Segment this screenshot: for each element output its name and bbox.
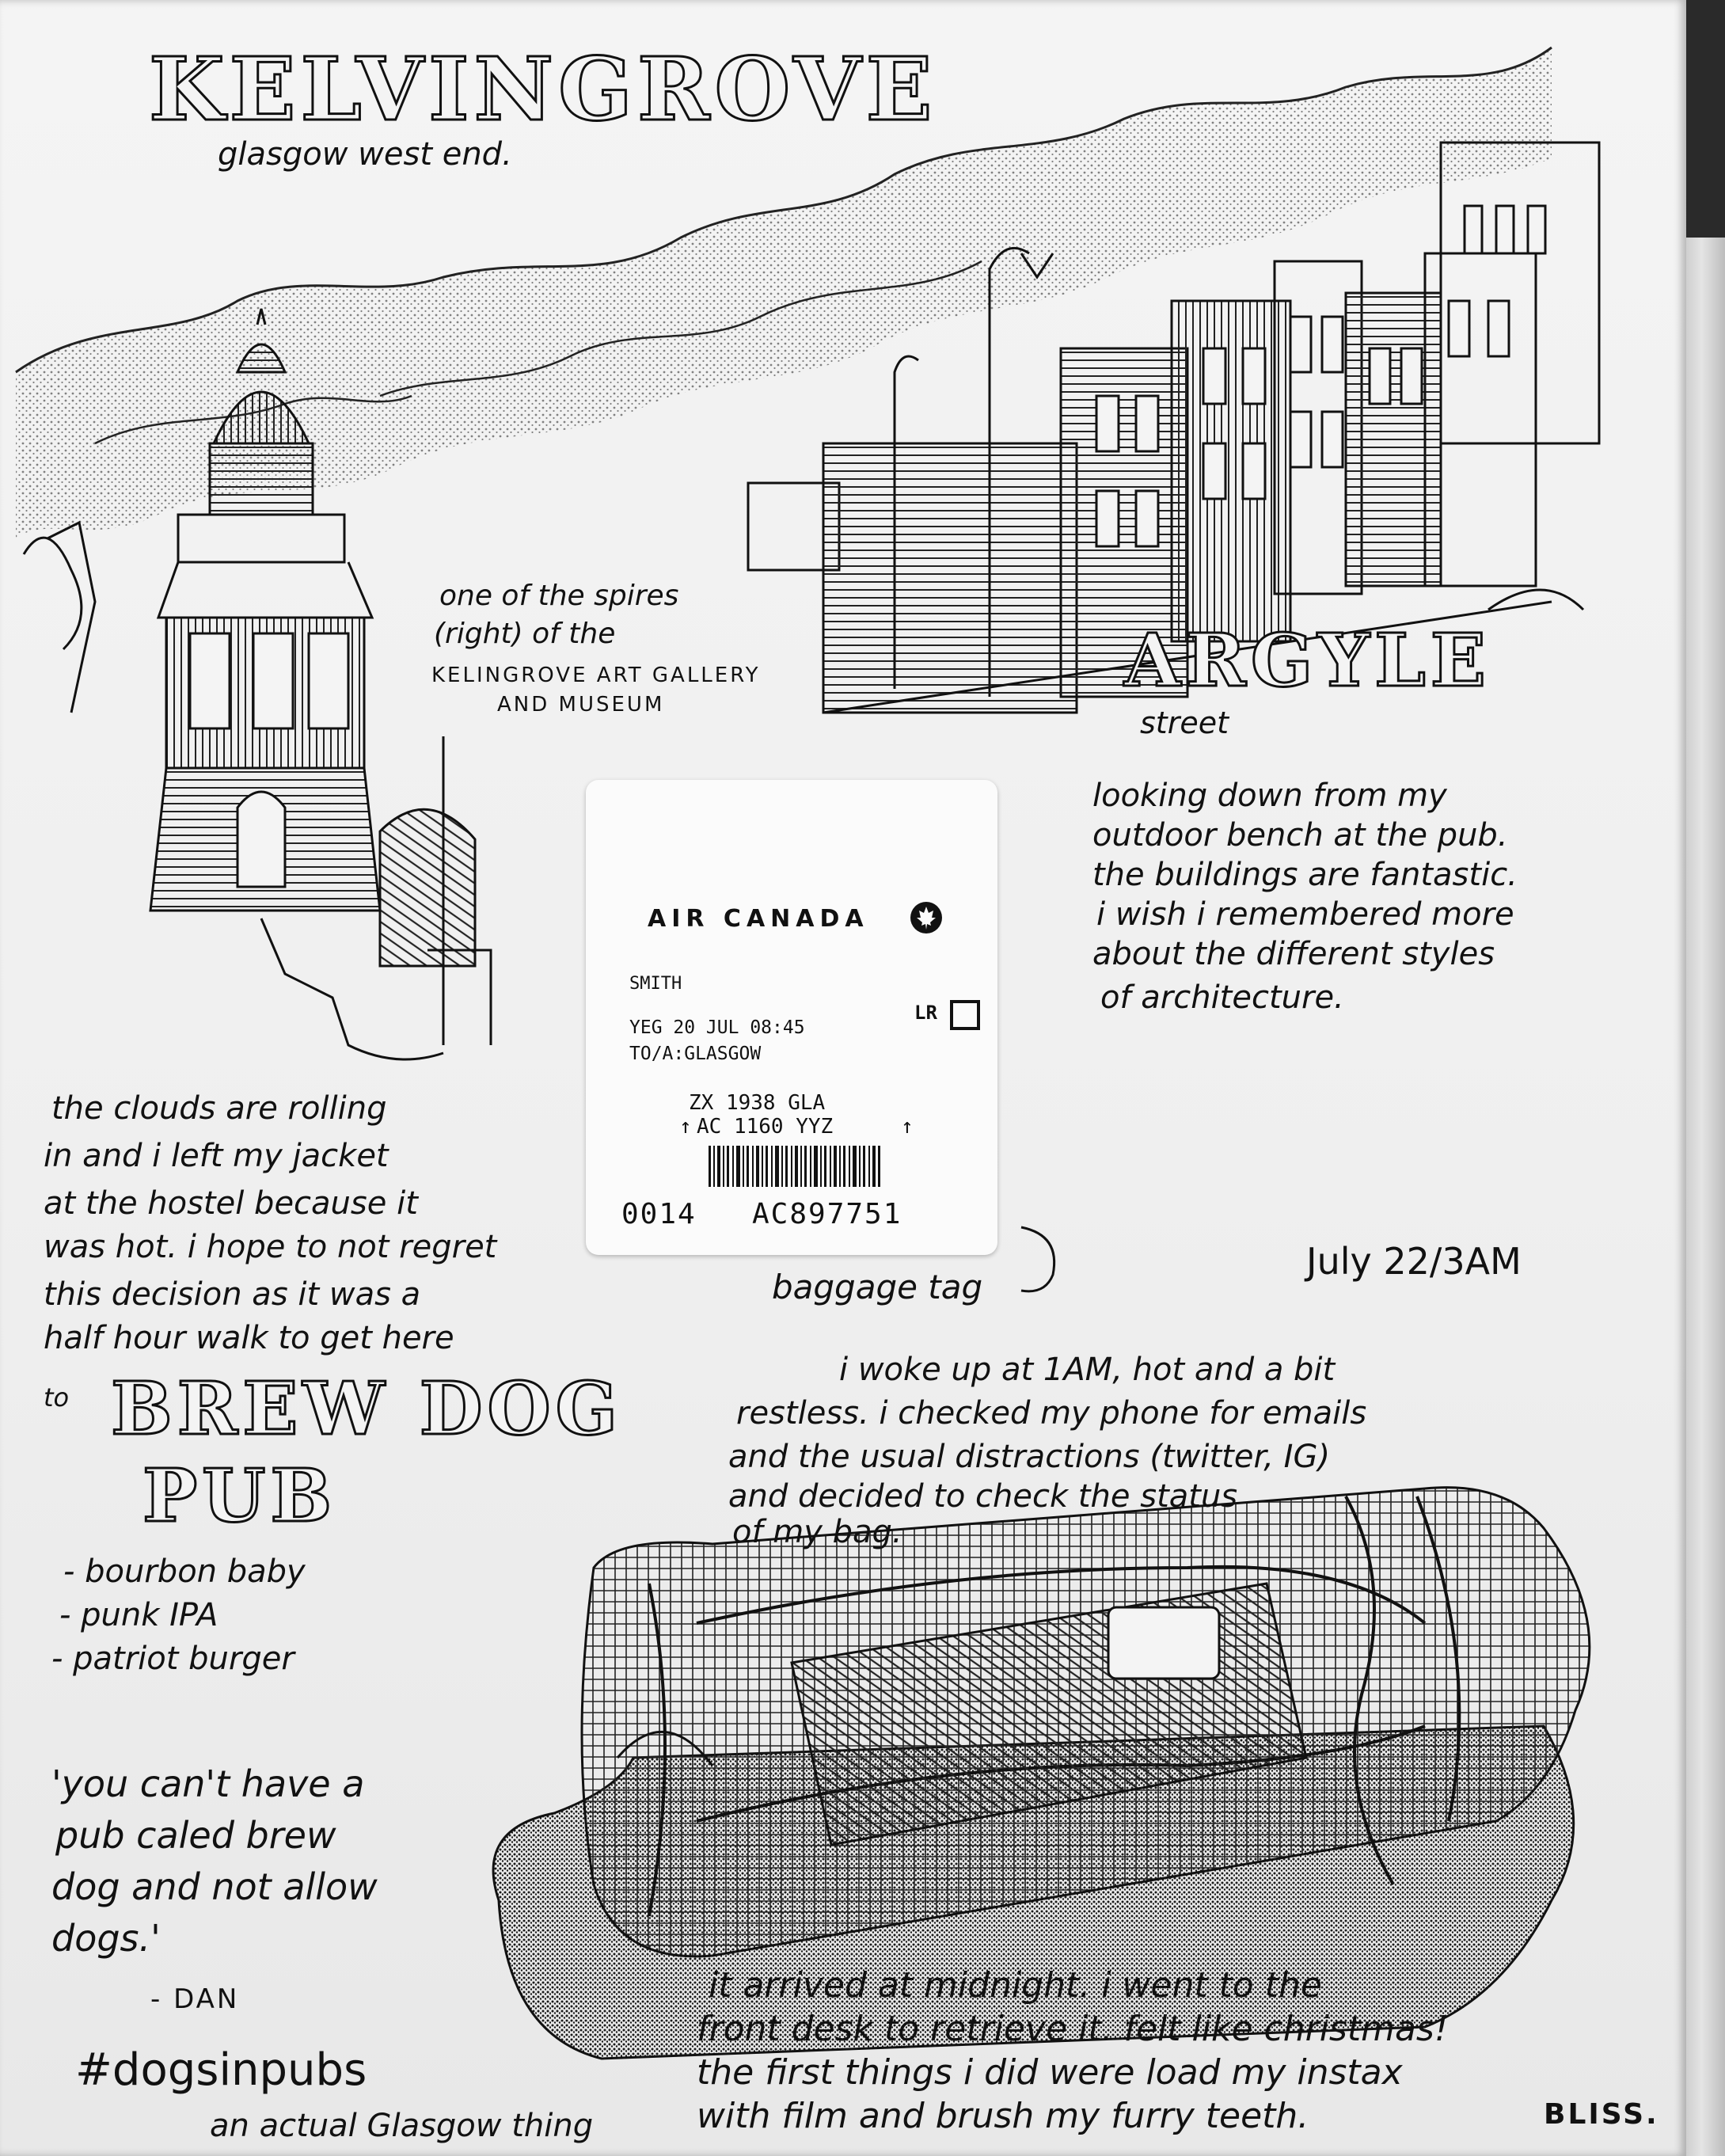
quote-line: dog and not allow bbox=[51, 1865, 378, 1908]
clouds-note-to: to bbox=[44, 1382, 70, 1413]
destination: TO/A:GLASGOW bbox=[629, 1044, 762, 1064]
tag-prefix: 0014 bbox=[621, 1198, 697, 1230]
clouds-note-line: this decision as it was a bbox=[44, 1276, 421, 1313]
route-arrow-left-icon: ↑ bbox=[679, 1115, 692, 1139]
airline-name: AIR CANADA bbox=[648, 905, 869, 933]
argyle-subtitle: street bbox=[1140, 705, 1229, 740]
barcode-graphic bbox=[709, 1146, 883, 1187]
night-note-line: restless. i checked my phone for emails bbox=[736, 1395, 1367, 1432]
argyle-note-line: looking down from my bbox=[1092, 778, 1447, 814]
argyle-title: ARGYLE bbox=[1124, 618, 1491, 703]
argyle-note-line: the buildings are fantastic. bbox=[1092, 857, 1518, 893]
kelvingrove-title: KELVINGROVE bbox=[149, 38, 937, 140]
clouds-note-line: in and i left my jacket bbox=[44, 1138, 389, 1174]
night-note-line: and the usual distractions (twitter, IG) bbox=[728, 1439, 1331, 1475]
quote-line: pub caled brew bbox=[55, 1814, 336, 1857]
maple-leaf-icon bbox=[909, 900, 944, 935]
baggage-tag-caption: baggage tag bbox=[772, 1268, 983, 1306]
clouds-note-line: half hour walk to get here bbox=[44, 1320, 454, 1356]
pub-menu-item: - bourbon baby bbox=[63, 1553, 306, 1590]
clouds-note-line: was hot. i hope to not regret bbox=[44, 1229, 497, 1265]
pub-menu-item: - punk IPA bbox=[59, 1597, 218, 1633]
quote-author: - DAN bbox=[150, 1983, 240, 2015]
argyle-note-line: outdoor bench at the pub. bbox=[1092, 817, 1508, 854]
argyle-note-line: i wish i remembered more bbox=[1096, 896, 1514, 933]
night-note-line: and decided to check the status bbox=[728, 1478, 1238, 1515]
tag-number: AC897751 bbox=[752, 1198, 902, 1230]
night-note-line: of my bag. bbox=[732, 1514, 902, 1550]
clouds-note-line: at the hostel because it bbox=[44, 1185, 418, 1222]
clouds-note-line: the clouds are rolling bbox=[51, 1090, 387, 1127]
entry-date: July 22/3AM bbox=[1306, 1240, 1522, 1283]
baggage-tag bbox=[586, 780, 997, 1255]
arrow-icon bbox=[1021, 1227, 1054, 1291]
flight-line: YEG 20 JUL 08:45 bbox=[629, 1017, 805, 1038]
pub-title-line2: PUB bbox=[142, 1453, 337, 1538]
spire-caption-line1: one of the spires bbox=[439, 580, 679, 612]
passenger-name: SMITH bbox=[629, 974, 682, 994]
spire-caption-line4: AND MUSEUM bbox=[497, 693, 665, 717]
argyle-note-line: of architecture. bbox=[1100, 979, 1344, 1016]
lr-code: LR bbox=[914, 1002, 937, 1024]
route-line1: ZX 1938 GLA bbox=[689, 1091, 826, 1115]
argyle-note-line: about the different styles bbox=[1092, 936, 1495, 972]
route-line2: AC 1160 YYZ bbox=[697, 1115, 834, 1139]
arrival-note-line: the first things i did were load my instax bbox=[697, 2052, 1403, 2093]
spire-caption-line2: (right) of the bbox=[434, 618, 616, 650]
hashtag-text: #dogsinpubs bbox=[75, 2044, 367, 2096]
quote-line: dogs.' bbox=[51, 1917, 161, 1960]
kelvingrove-subtitle: glasgow west end. bbox=[218, 136, 512, 173]
lr-checkbox bbox=[950, 1000, 980, 1030]
route-arrow-right-icon: ↑ bbox=[901, 1115, 914, 1139]
night-note-line: i woke up at 1AM, hot and a bit bbox=[839, 1352, 1336, 1388]
arrival-note-line: front desk to retrieve it. felt like christmas! bbox=[697, 2009, 1449, 2049]
pub-title-line1: BREW DOG bbox=[111, 1366, 623, 1451]
arrival-note-line: with film and brush my furry teeth. bbox=[697, 2096, 1309, 2136]
quote-line: 'you can't have a bbox=[51, 1762, 365, 1805]
arrival-note-bliss: BLISS. bbox=[1544, 2098, 1659, 2131]
arrival-note-line: it arrived at midnight. i went to the bbox=[709, 1965, 1322, 2006]
spire-caption-line3: KELINGROVE ART GALLERY bbox=[431, 664, 761, 687]
pub-menu-item: - patriot burger bbox=[51, 1641, 294, 1677]
hashtag-note: an actual Glasgow thing bbox=[210, 2108, 594, 2144]
